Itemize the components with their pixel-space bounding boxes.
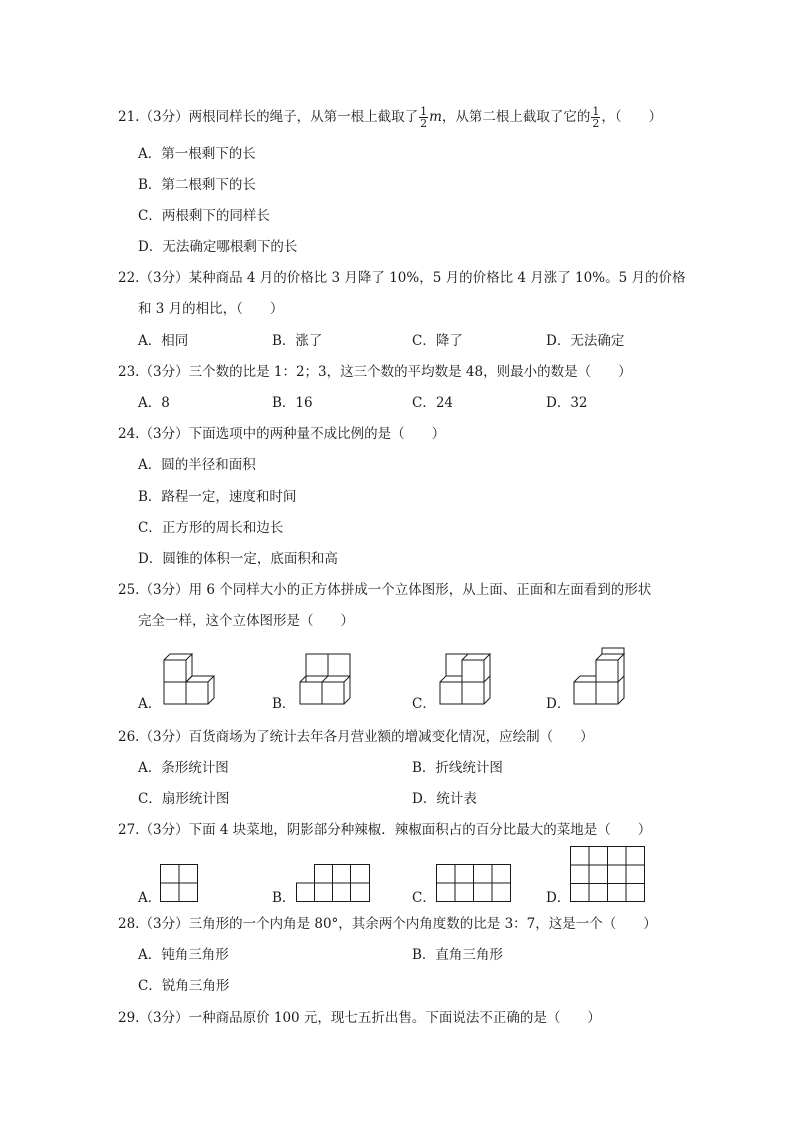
q27-option-a-label[interactable]: A．	[138, 890, 162, 906]
q28-text: 三角形的一个内角是 80°，其余两个内角度数的比是 3：7，这是一个（ ）	[188, 916, 657, 932]
q26-stem	[118, 727, 594, 747]
q26-number: 26.	[118, 729, 140, 745]
q25-stem-line2: 完全一样，这个立体图形是（ ）	[138, 613, 354, 629]
q25-number: 25.	[118, 582, 140, 598]
q22-option-c[interactable]: C．降了	[412, 333, 463, 349]
q25-text-line1: 用 6 个同样大小的正方体拼成一个立体图形，从上面、正面和左面看到的形状	[188, 582, 652, 598]
q24-number: 24.	[118, 426, 140, 442]
q27-option-c-label[interactable]: C．	[412, 890, 436, 906]
q27-grid-d[interactable]	[570, 846, 648, 904]
q22-stem-line2: 和 3 月的相比，（ ）	[138, 301, 284, 317]
q23-number: 23.	[118, 364, 140, 380]
q25-figure-d[interactable]	[570, 646, 634, 706]
q23-stem	[118, 362, 632, 382]
q29-number: 29.	[118, 1010, 140, 1026]
q27-grid-a[interactable]	[160, 864, 200, 904]
q27-text: 下面 4 块菜地，阴影部分种辣椒．辣椒面积占的百分比最大的菜地是（ ）	[188, 822, 652, 838]
q25-figure-b[interactable]	[296, 646, 360, 706]
q26-option-d[interactable]: D．统计表	[412, 791, 477, 807]
q21-option-c[interactable]: C．两根剩下的同样长	[138, 208, 270, 224]
q21-fraction-1-den: 2	[420, 117, 428, 130]
q23-option-c[interactable]: C．24	[412, 395, 454, 411]
q22-stem-line1	[118, 268, 685, 288]
q24-text: 下面选项中的两种量不成比例的是（ ）	[188, 426, 446, 442]
q29-stem	[118, 1008, 601, 1028]
q21-score: （3分）	[139, 109, 189, 125]
q24-option-d[interactable]: D．圆锥的体积一定，底面积和高	[138, 551, 338, 567]
q21-option-b[interactable]: B．第二根剩下的长	[138, 177, 256, 193]
q21-stem	[118, 106, 662, 129]
q28-option-a[interactable]: A．钝角三角形	[138, 947, 229, 963]
q28-number: 28.	[118, 916, 140, 932]
q21-fraction-1-num: 1	[420, 105, 428, 118]
q27-grid-c[interactable]	[436, 864, 516, 904]
q23-option-d[interactable]: D．32	[546, 395, 588, 411]
q26-option-b[interactable]: B．折线统计图	[412, 760, 503, 776]
q22-option-a[interactable]: A．相同	[138, 333, 189, 349]
q25-option-c-label[interactable]: C．	[412, 696, 436, 712]
q22-text-line1: 某种商品 4 月的价格比 3 月降了 10%，5 月的价格比 4 月涨了 10%。5 月的价格	[188, 270, 686, 286]
q27-score: （3分）	[139, 822, 189, 838]
q23-option-a[interactable]: A．8	[138, 395, 170, 411]
q25-figure-c[interactable]	[436, 646, 500, 706]
q21-text-c: ，（ ）	[601, 109, 663, 125]
q28-score: （3分）	[139, 916, 189, 932]
q27-number: 27.	[118, 822, 140, 838]
q27-option-b-label[interactable]: B．	[272, 890, 296, 906]
q24-option-a[interactable]: A．圆的半径和面积	[138, 457, 256, 473]
q21-option-d[interactable]: D．无法确定哪根剩下的长	[138, 239, 298, 255]
q21-fraction-2	[591, 106, 600, 129]
q23-text: 三个数的比是 1：2；3，这三个数的平均数是 48，则最小的数是（ ）	[188, 364, 632, 380]
q26-option-c[interactable]: C．扇形统计图	[138, 791, 230, 807]
q25-figure-a[interactable]	[160, 646, 224, 706]
q27-option-d-label[interactable]: D．	[546, 890, 571, 906]
q22-option-d[interactable]: D．无法确定	[546, 333, 625, 349]
q22-option-b[interactable]: B．涨了	[272, 333, 323, 349]
q29-text: 一种商品原价 100 元，现七五折出售。下面说法不正确的是（ ）	[188, 1010, 601, 1026]
q21-unit: m	[429, 109, 442, 125]
q27-grid-b[interactable]	[294, 864, 374, 904]
q21-fraction-2-den: 2	[592, 117, 600, 130]
q21-option-a[interactable]: A．第一根剩下的长	[138, 146, 256, 162]
q23-score: （3分）	[139, 364, 189, 380]
q28-option-c[interactable]: C．锐角三角形	[138, 978, 230, 994]
q21-number: 21.	[118, 109, 140, 125]
q24-stem	[118, 424, 445, 444]
q26-score: （3分）	[139, 729, 189, 745]
q29-score: （3分）	[139, 1010, 189, 1026]
q28-option-b[interactable]: B．直角三角形	[412, 947, 503, 963]
q25-option-d-label[interactable]: D．	[546, 696, 571, 712]
q22-score: （3分）	[139, 270, 189, 286]
q26-text: 百货商场为了统计去年各月营业额的增减变化情况，应绘制（ ）	[188, 729, 594, 745]
q25-score: （3分）	[139, 582, 189, 598]
q21-text-a: 两根同样长的绳子，从第一根上截取了	[188, 109, 419, 125]
q21-fraction-1	[419, 106, 428, 129]
q22-number: 22.	[118, 270, 140, 286]
q25-option-b-label[interactable]: B．	[272, 696, 296, 712]
q25-option-a-label[interactable]: A．	[138, 696, 162, 712]
q27-stem	[118, 820, 651, 840]
q24-score: （3分）	[139, 426, 189, 442]
q24-option-c[interactable]: C．正方形的周长和边长	[138, 520, 284, 536]
q24-option-b[interactable]: B．路程一定，速度和时间	[138, 489, 297, 505]
q25-stem-line1	[118, 580, 651, 600]
q21-text-b: ，从第二根上截取了它的	[441, 109, 591, 125]
q23-option-b[interactable]: B．16	[272, 395, 313, 411]
q26-option-a[interactable]: A．条形统计图	[138, 760, 229, 776]
q21-fraction-2-num: 1	[592, 105, 600, 118]
q28-stem	[118, 914, 657, 934]
